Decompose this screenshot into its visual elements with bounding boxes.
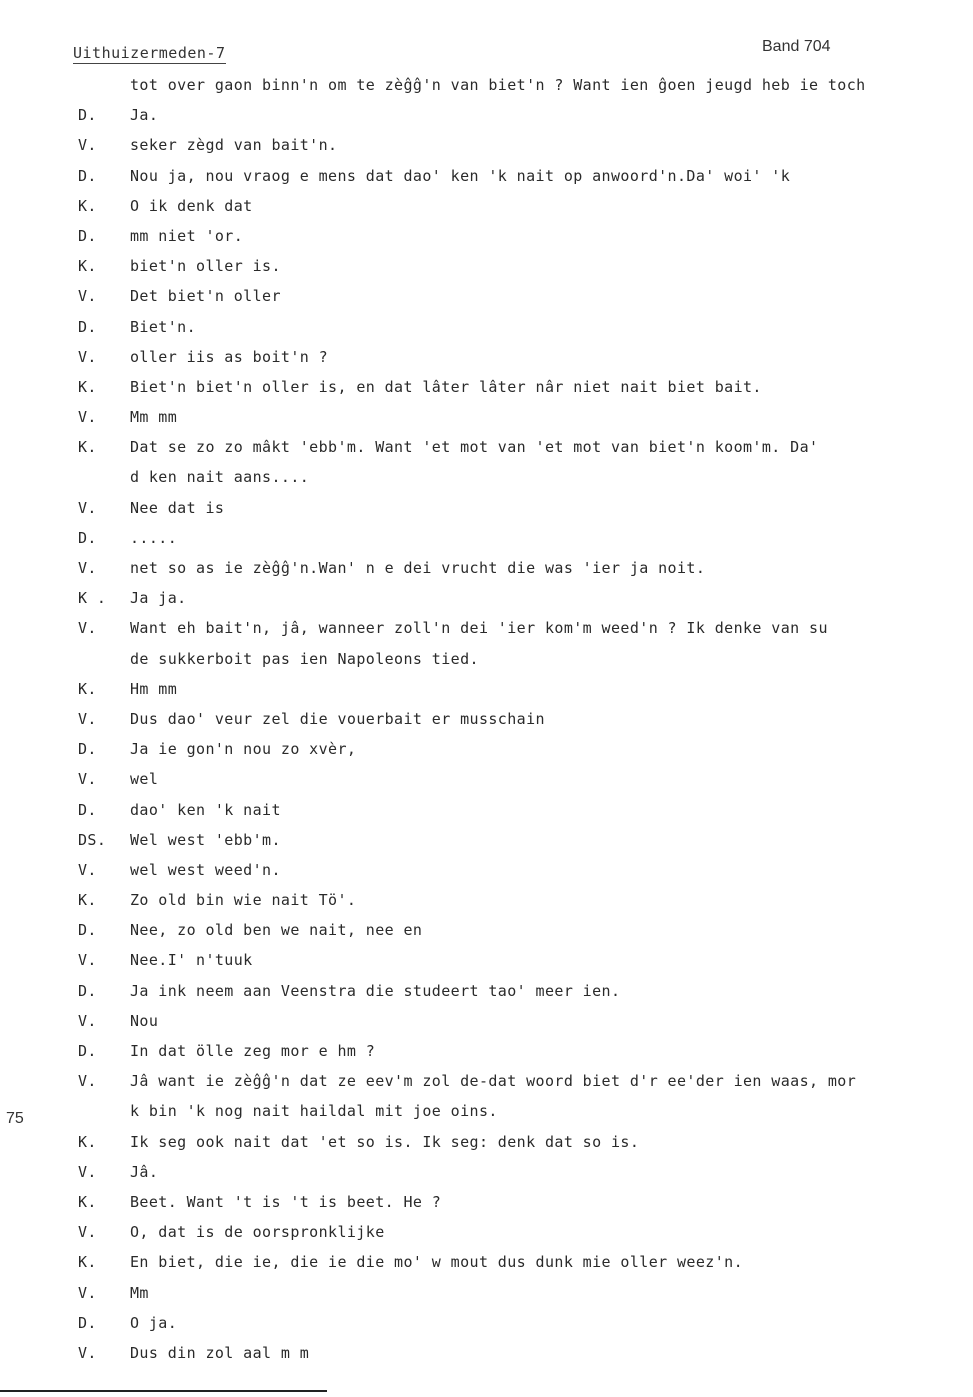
transcript-body: [0, 70, 973, 1368]
utterance-text: wel: [130, 770, 159, 789]
utterance-text: k bin 'k nog nait haildal mit joe oins.: [130, 1102, 498, 1121]
transcript-line: [0, 1187, 973, 1217]
speaker-label: DS.: [78, 830, 107, 849]
transcript-line: [0, 1338, 973, 1368]
speaker-label: K.: [78, 1132, 97, 1151]
utterance-text: Det biet'n oller: [130, 287, 281, 306]
utterance-text: tot over gaon binn'n om te zèĝĝ'n van biet'n ? Want ien ĝoen jeugd heb ie toch: [130, 76, 866, 94]
transcript-line: [0, 1308, 973, 1338]
utterance-text: Dat se zo zo mâkt 'ebb'm. Want 'et mot van 'et mot van biet'n koom'm. Da': [130, 438, 819, 457]
utterance-text: Beet. Want 't is 't is beet. He ?: [130, 1192, 442, 1211]
utterance-text: seker zègd van bait'n.: [130, 136, 338, 155]
utterance-text: Mm mm: [130, 408, 178, 427]
utterance-text: oller iis as boit'n ?: [130, 347, 329, 366]
speaker-label: D.: [78, 800, 97, 819]
utterance-text: Wel west 'ebb'm.: [130, 830, 281, 849]
transcript-line: [0, 221, 973, 251]
speaker-label: K.: [78, 196, 97, 215]
speaker-label: V.: [78, 1072, 97, 1091]
utterance-text: Want eh bait'n, jâ, wanneer zoll'n dei 'ier kom'm weed'n ? Ik denke van su: [130, 619, 828, 638]
transcript-line: [0, 1278, 973, 1308]
utterance-text: net so as ie zèĝĝ'n.Wan' n e dei vrucht die was 'ier ja noit.: [130, 559, 706, 577]
transcript-line: [0, 704, 973, 734]
utterance-text: Hm mm: [130, 679, 178, 698]
utterance-text: d ken nait aans....: [130, 468, 310, 487]
speaker-label: V.: [78, 619, 97, 638]
speaker-label: D.: [78, 166, 97, 185]
transcript-line: [0, 1157, 973, 1187]
speaker-label: V.: [78, 1343, 97, 1362]
transcript-line: [0, 1006, 973, 1036]
utterance-text: Jâ.: [130, 1162, 159, 1181]
transcript-line: [0, 644, 973, 674]
utterance-text: Biet'n.: [130, 317, 197, 336]
utterance-text: Zo old bin wie nait Tö'.: [130, 891, 357, 910]
utterance-text: Nou ja, nou vraog e mens dat dao' ken 'k nait op anwoord'n.Da' woi' 'k: [130, 166, 791, 185]
speaker-label: D.: [78, 1313, 97, 1332]
speaker-label: V.: [78, 347, 97, 366]
transcript-line: [0, 885, 973, 915]
utterance-text: Mm: [130, 1283, 149, 1302]
utterance-text: de sukkerboit pas ien Napoleons tied.: [130, 649, 479, 668]
transcript-line: [0, 191, 973, 221]
transcript-line: [0, 281, 973, 311]
utterance-text: wel west weed'n.: [130, 860, 281, 879]
transcript-line: [0, 553, 973, 583]
utterance-text: O ik denk dat: [130, 196, 253, 215]
speaker-label: V.: [78, 770, 97, 789]
margin-number: 75: [6, 1110, 24, 1127]
transcript-line: [0, 161, 973, 191]
transcript-line: [0, 1217, 973, 1247]
speaker-label: D.: [78, 740, 97, 759]
transcript-line: [0, 915, 973, 945]
speaker-label: K .: [78, 589, 107, 608]
transcript-line: [0, 945, 973, 975]
speaker-label: V.: [78, 1011, 97, 1030]
speaker-label: K.: [78, 1192, 97, 1211]
speaker-label: K.: [78, 891, 97, 910]
utterance-text: dao' ken 'k nait: [130, 800, 281, 819]
transcript-line: [0, 523, 973, 553]
transcript-line: [0, 1096, 973, 1126]
speaker-label: V.: [78, 408, 97, 427]
transcript-line: [0, 976, 973, 1006]
utterance-text: Ja ink neem aan Veenstra die studeert tao' meer ien.: [130, 981, 621, 1000]
utterance-text: mm niet 'or.: [130, 226, 244, 245]
speaker-label: V.: [78, 136, 97, 155]
utterance-text: biet'n oller is.: [130, 257, 281, 276]
utterance-text: .....: [130, 528, 178, 547]
utterance-text: Ja.: [130, 106, 159, 125]
transcript-line: [0, 825, 973, 855]
transcript-line: [0, 1036, 973, 1066]
utterance-text: Nou: [130, 1011, 159, 1030]
transcript-line: [0, 1127, 973, 1157]
transcript-line: [0, 462, 973, 492]
utterance-text: Dus dao' veur zel die vouerbait er musschain: [130, 709, 545, 728]
transcript-line: [0, 674, 973, 704]
transcript-line: [0, 764, 973, 794]
utterance-text: Nee.I' n'tuuk: [130, 951, 253, 970]
footer-rule: [0, 1390, 327, 1392]
speaker-label: K.: [78, 438, 97, 457]
speaker-label: D.: [78, 106, 97, 125]
transcript-line: [0, 312, 973, 342]
speaker-label: D.: [78, 1042, 97, 1060]
speaker-label: V.: [78, 860, 97, 879]
speaker-label: K.: [78, 1253, 97, 1272]
speaker-label: V.: [78, 287, 97, 306]
transcript-line: [0, 1066, 973, 1096]
speaker-label: D.: [78, 528, 97, 547]
transcript-line: [0, 432, 973, 462]
utterance-text: Jâ want ie zèĝĝ'n dat ze eev'm zol de-dat woord biet d'r ee'der ien waas, mor: [130, 1072, 857, 1091]
transcript-line: [0, 402, 973, 432]
speaker-label: V.: [78, 1162, 97, 1181]
utterance-text: Ja ie gon'n nou zo xvèr,: [130, 740, 357, 759]
utterance-text: In dat ölle zeg mor e hm ?: [130, 1042, 376, 1060]
transcript-line: [0, 100, 973, 130]
transcript-line: [0, 251, 973, 281]
speaker-label: V.: [78, 498, 97, 517]
transcript-line: [0, 1247, 973, 1277]
utterance-text: En biet, die ie, die ie die mo' w mout dus dunk mie oller weez'n.: [130, 1253, 743, 1272]
transcript-line: [0, 855, 973, 885]
speaker-label: V.: [78, 559, 97, 577]
transcript-line: [0, 372, 973, 402]
speaker-label: D.: [78, 921, 97, 940]
speaker-label: D.: [78, 317, 97, 336]
utterance-text: Ik seg ook nait dat 'et so is. Ik seg: denk dat so is.: [130, 1132, 640, 1151]
speaker-label: D.: [78, 981, 97, 1000]
speaker-label: K.: [78, 377, 97, 396]
tape-number-header: Band 704: [762, 38, 831, 55]
transcript-line: [0, 493, 973, 523]
utterance-text: Nee dat is: [130, 498, 225, 517]
speaker-label: D.: [78, 226, 97, 245]
transcript-line: [0, 613, 973, 643]
transcript-line: [0, 583, 973, 613]
speaker-label: K.: [78, 257, 97, 276]
transcript-line: [0, 130, 973, 160]
utterance-text: O, dat is de oorspronklijke: [130, 1223, 385, 1242]
speaker-label: V.: [78, 709, 97, 728]
speaker-label: V.: [78, 951, 97, 970]
transcript-line: [0, 795, 973, 825]
transcript-line: [0, 734, 973, 764]
utterance-text: Nee, zo old ben we nait, nee en: [130, 921, 423, 940]
utterance-text: Dus din zol aal m m: [130, 1343, 310, 1362]
transcript-line: [0, 70, 973, 100]
transcript-line: [0, 342, 973, 372]
speaker-label: K.: [78, 679, 97, 698]
utterance-text: Biet'n biet'n oller is, en dat lâter lâter nâr niet nait biet bait.: [130, 377, 762, 396]
speaker-label: V.: [78, 1283, 97, 1302]
document-location-header: Uithuizermeden-7: [73, 44, 226, 62]
speaker-label: V.: [78, 1223, 97, 1242]
utterance-text: Ja ja.: [130, 589, 187, 608]
utterance-text: O ja.: [130, 1313, 178, 1332]
